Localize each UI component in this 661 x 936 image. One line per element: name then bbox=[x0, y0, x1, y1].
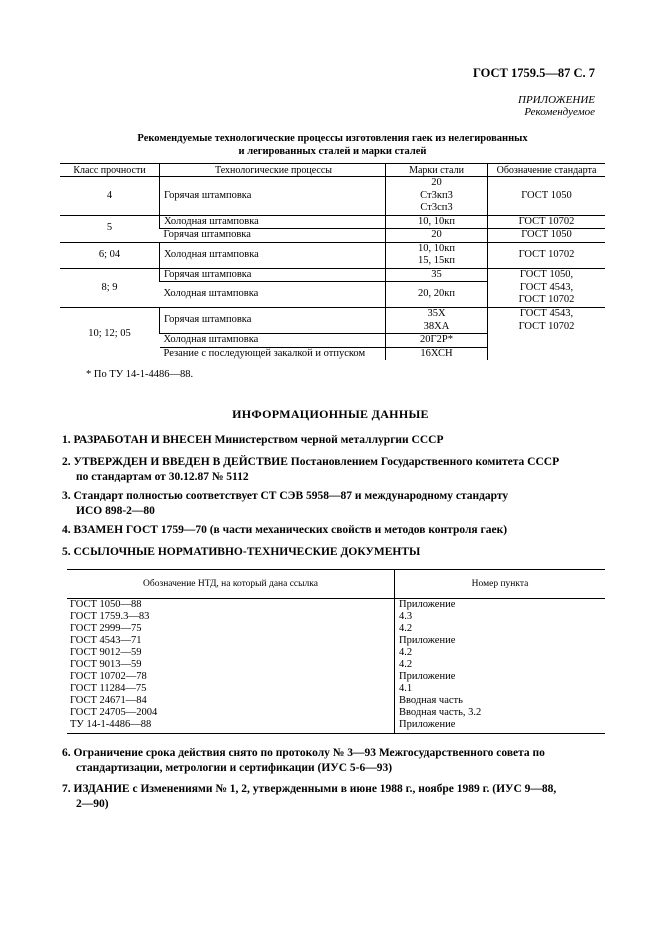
column-header: Технологические процессы bbox=[160, 164, 386, 177]
ntd-designation: ГОСТ 1759.3—83 bbox=[70, 611, 150, 622]
column-header: Номер пункта bbox=[395, 570, 606, 599]
info-item-3-line-2: ИСО 898-2—80 bbox=[76, 504, 155, 517]
steel-grade-cell: 20Г2Р* bbox=[386, 334, 488, 348]
title-line-1: Рекомендуемые технологические процессы изготовления гаек из нелегированных bbox=[137, 133, 528, 144]
column-header: Марки стали bbox=[386, 164, 488, 177]
standard-ref: ГОСТ 10702 bbox=[518, 320, 575, 332]
clause-number: Приложение bbox=[395, 719, 606, 734]
info-item-6 bbox=[62, 746, 602, 775]
info-section-title: ИНФОРМАЦИОННЫЕ ДАННЫЕ bbox=[232, 407, 429, 421]
standard-cell: ГОСТ 1050 bbox=[488, 177, 606, 216]
table-row bbox=[67, 719, 605, 734]
info-item-2-line-2: по стандартам от 30.12.87 № 5112 bbox=[76, 470, 249, 483]
info-item-3-line-1: 3. Стандарт полностью соответствует СТ СЭВ 5958—87 и международному стандарту bbox=[62, 490, 509, 502]
standard-cell: ГОСТ 10702 bbox=[488, 242, 606, 268]
steel-grade-cell: 20, 20кп bbox=[386, 282, 488, 308]
info-item-7-line-2: 2—90) bbox=[76, 797, 109, 810]
ntd-designation: ГОСТ 4543—71 bbox=[70, 635, 142, 646]
clause-number: Вводная часть, 3.2 bbox=[395, 707, 606, 719]
column-header: Обозначение НТД, на который дана ссылка bbox=[67, 570, 395, 599]
process-cell: Холодная штамповка bbox=[160, 215, 386, 229]
table-row bbox=[67, 599, 605, 612]
steel-grade-cell bbox=[386, 177, 488, 216]
standard-ref: ГОСТ 4543, bbox=[519, 308, 574, 319]
table-row bbox=[60, 242, 605, 268]
info-item-2 bbox=[62, 455, 602, 484]
standard-cell bbox=[488, 308, 606, 361]
appendix-title: ПРИЛОЖЕНИЕ bbox=[518, 94, 595, 106]
table-row bbox=[60, 215, 605, 229]
steel-grade: Ст3сп3 bbox=[420, 202, 453, 213]
table-row bbox=[67, 683, 605, 695]
info-item-1: 1. РАЗРАБОТАН И ВНЕСЕН Министерством черной металлургии СССР bbox=[62, 434, 444, 446]
steel-grade: 35Х bbox=[427, 308, 446, 319]
table-row bbox=[67, 611, 605, 623]
info-item-2-line-1: 2. УТВЕРЖДЕН И ВВЕДЕН В ДЕЙСТВИЕ Постановлением Государственного комитета СССР bbox=[62, 456, 560, 468]
steel-grade-cell: 10, 10кп bbox=[386, 215, 488, 229]
ntd-designation: ГОСТ 24671—84 bbox=[70, 695, 147, 706]
standard-ref: ГОСТ 10702 bbox=[518, 294, 575, 305]
standard-cell bbox=[488, 268, 606, 308]
ntd-designation: ГОСТ 11284—75 bbox=[70, 683, 147, 694]
steel-grade-cell: 16ХСН bbox=[386, 347, 488, 360]
table-row bbox=[67, 671, 605, 683]
table-row bbox=[67, 623, 605, 635]
table-row bbox=[60, 308, 605, 334]
steel-grade: Ст3кп3 bbox=[420, 189, 453, 201]
info-item-5: 5. ССЫЛОЧНЫЕ НОРМАТИВНО-ТЕХНИЧЕСКИЕ ДОКУМЕНТЫ bbox=[62, 546, 421, 558]
ntd-designation: ГОСТ 10702—78 bbox=[70, 671, 147, 682]
table-header-row bbox=[67, 570, 605, 599]
process-cell: Горячая штамповка bbox=[160, 308, 386, 334]
steel-grade-cell bbox=[386, 242, 488, 268]
table-row bbox=[67, 695, 605, 707]
clause-number: 4.2 bbox=[395, 623, 606, 635]
steel-grade-cell bbox=[386, 308, 488, 334]
title-line-2: и легированных сталей и марки сталей bbox=[238, 146, 427, 157]
strength-class: 4 bbox=[60, 177, 160, 216]
ntd-designation: ГОСТ 9013—59 bbox=[70, 659, 142, 670]
ntd-designation: ГОСТ 2999—75 bbox=[70, 623, 142, 634]
process-cell: Холодная штамповка bbox=[160, 282, 386, 308]
process-table-title bbox=[60, 132, 605, 158]
ntd-designation: ГОСТ 1050—88 bbox=[70, 599, 142, 610]
table-row bbox=[60, 177, 605, 216]
ntd-designation: ГОСТ 9012—59 bbox=[70, 647, 142, 658]
info-item-6-line-1: 6. Ограничение срока действия снято по протоколу № 3—93 Межгосударственного совета по bbox=[62, 747, 545, 759]
column-header: Класс прочности bbox=[60, 164, 160, 177]
strength-class: 8; 9 bbox=[60, 268, 160, 308]
standard-ref: ГОСТ 4543, bbox=[519, 281, 574, 293]
table-row bbox=[67, 659, 605, 671]
process-cell: Горячая штамповка bbox=[160, 177, 386, 216]
table-row bbox=[67, 635, 605, 647]
steel-grade-cell: 20 bbox=[386, 229, 488, 243]
table-row bbox=[67, 647, 605, 659]
process-cell: Резание с последующей закалкой и отпуском bbox=[163, 347, 366, 359]
steel-grade: 15, 15кп bbox=[418, 255, 455, 266]
appendix-label bbox=[518, 94, 595, 118]
table-footnote: * По ТУ 14-1-4486—88. bbox=[86, 369, 194, 380]
info-item-7 bbox=[62, 782, 602, 811]
steel-grade: 38ХА bbox=[423, 320, 450, 332]
info-item-6-line-2: стандартизации, метрологии и сертификации (ИУС 5-6—93) bbox=[76, 761, 393, 774]
strength-class: 10; 12; 05 bbox=[88, 327, 131, 339]
clause-number: 4.2 bbox=[395, 659, 606, 671]
process-table bbox=[60, 163, 605, 360]
column-header: Обозначение стандарта bbox=[488, 164, 606, 177]
standard-cell: ГОСТ 10702 bbox=[488, 215, 606, 229]
appendix-status: Рекомендуемое bbox=[524, 106, 595, 118]
standard-cell: ГОСТ 1050 bbox=[488, 229, 606, 243]
process-cell: Горячая штамповка bbox=[160, 268, 386, 282]
clause-number: 4.3 bbox=[395, 611, 606, 623]
info-item-7-line-1: 7. ИЗДАНИЕ с Изменениями № 1, 2, утвержденными в июне 1988 г., ноябре 1989 г. (ИУС 9—88, bbox=[62, 783, 557, 795]
steel-grade: 10, 10кп bbox=[418, 242, 455, 254]
clause-number: 4.2 bbox=[395, 647, 606, 659]
info-item-3 bbox=[62, 489, 602, 518]
clause-number: Приложение bbox=[395, 599, 606, 612]
table-row bbox=[67, 707, 605, 719]
clause-number: Приложение bbox=[395, 635, 606, 647]
strength-class: 6; 04 bbox=[60, 242, 160, 268]
page-header: ГОСТ 1759.5—87 С. 7 bbox=[472, 66, 595, 80]
info-item-4: 4. ВЗАМЕН ГОСТ 1759—70 (в части механических свойств и методов контроля гаек) bbox=[62, 524, 508, 536]
standard-ref: ГОСТ 1050, bbox=[519, 269, 574, 280]
steel-grade-cell: 35 bbox=[386, 268, 488, 282]
process-cell: Холодная штамповка bbox=[160, 334, 386, 348]
steel-grade: 20 bbox=[431, 177, 442, 188]
clause-number: Приложение bbox=[395, 671, 606, 683]
ntd-designation: ТУ 14-1-4486—88 bbox=[67, 719, 395, 734]
ntd-designation: ГОСТ 24705—2004 bbox=[70, 707, 158, 718]
process-cell: Горячая штамповка bbox=[160, 229, 386, 243]
references-table bbox=[67, 569, 605, 734]
table-row bbox=[60, 268, 605, 282]
table-header-row bbox=[60, 164, 605, 177]
clause-number: 4.1 bbox=[395, 683, 606, 695]
strength-class: 5 bbox=[60, 215, 160, 242]
clause-number: Вводная часть bbox=[395, 695, 606, 707]
process-cell: Холодная штамповка bbox=[160, 242, 386, 268]
